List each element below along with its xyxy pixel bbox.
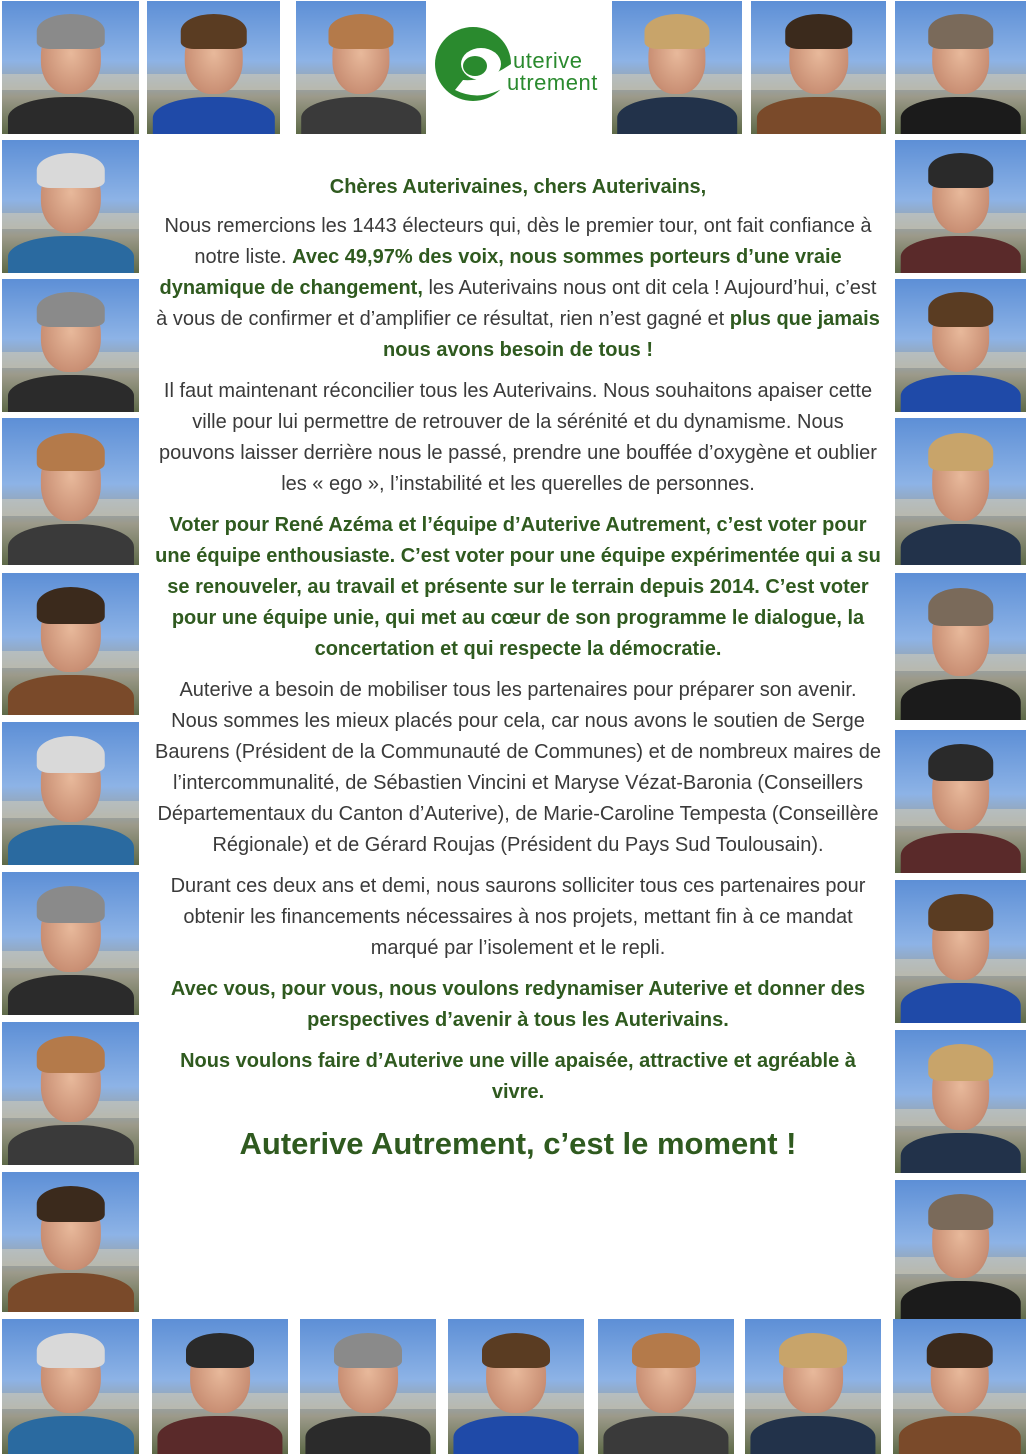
- candidate-portrait: [2, 872, 139, 1015]
- portrait-hair: [928, 14, 994, 49]
- portrait-hair: [36, 433, 105, 471]
- portrait-clothing: [301, 97, 421, 134]
- candidate-portrait: [296, 1, 426, 134]
- candidate-portrait: [895, 1180, 1026, 1320]
- portrait-hair: [928, 1044, 994, 1081]
- portrait-hair: [180, 14, 247, 49]
- portrait-hair: [36, 1036, 105, 1073]
- portrait-hair: [482, 1333, 550, 1368]
- candidate-portrait: [2, 1319, 139, 1454]
- paragraph-text: les Auterivains nous ont dit cela ! Aujourd’hui, c’est à vous de confirmer et d’amplifier ce résultat, rien n’est gagné et: [156, 277, 877, 330]
- portrait-hair: [36, 14, 105, 49]
- portrait-clothing: [7, 975, 133, 1015]
- candidate-portrait: [300, 1319, 436, 1454]
- paragraph-redynamise: [155, 974, 881, 1036]
- candidate-portrait: [2, 1172, 139, 1312]
- paragraph-reconcile: [155, 376, 881, 500]
- paragraph-vote: [155, 510, 881, 665]
- portrait-hair: [186, 1333, 254, 1368]
- portrait-clothing: [7, 825, 133, 865]
- paragraph-bold-text: Avec 49,97% des voix, nous sommes porteurs d’une vraie dynamique de changement,: [159, 246, 842, 299]
- candidate-portrait: [895, 880, 1026, 1023]
- portrait-hair: [928, 1194, 994, 1230]
- portrait-hair: [36, 1186, 105, 1222]
- portrait-hair: [36, 587, 105, 624]
- portrait-hair: [36, 1333, 105, 1368]
- portrait-clothing: [7, 1416, 133, 1454]
- paragraph-funding: [155, 871, 881, 964]
- candidate-portrait: [745, 1319, 881, 1454]
- portrait-hair: [928, 153, 994, 188]
- candidate-portrait: [152, 1319, 288, 1454]
- paragraph-text: Nous remercions les 1443 électeurs qui, dès le premier tour, ont fait confiance à notre liste.: [164, 215, 872, 268]
- candidate-portrait: [895, 730, 1026, 873]
- candidate-portrait: [895, 573, 1026, 720]
- candidate-portrait: [895, 1, 1026, 134]
- portrait-hair: [779, 1333, 847, 1368]
- candidate-portrait: [2, 722, 139, 865]
- candidate-portrait: [2, 279, 139, 412]
- letter-body: [155, 172, 881, 1174]
- paragraph-text: Auterive a besoin de mobiliser tous les partenaires pour préparer son avenir. Nous sommes les mieux placés pour cela, car nous avons le soutien de Serge Baurens (Président de la Communauté de Communes) et de nombreux maires de l’intercommunalité, de Sébastien Vincini et Maryse Vézat-Baronia (Conseillers Départementaux du Canton d’Auterive), de Marie-Caroline Tempesta (Conseillère Régionale) et de Gérard Roujas (Président du Pays Sud Toulousain).: [155, 679, 881, 856]
- candidate-portrait: [895, 140, 1026, 273]
- portrait-hair: [632, 1333, 700, 1368]
- candidate-portrait: [598, 1319, 734, 1454]
- paragraph-city: [155, 1046, 881, 1108]
- candidate-portrait: [895, 1030, 1026, 1173]
- portrait-hair: [36, 292, 105, 327]
- portrait-clothing: [7, 1273, 133, 1312]
- candidate-portrait: [147, 1, 280, 134]
- paragraph-text: Durant ces deux ans et demi, nous saurons solliciter tous ces partenaires pour obtenir les financements nécessaires à nos projets, mettant fin à ce mandat marqué par l’isolement et le repli.: [170, 875, 866, 959]
- portrait-hair: [785, 14, 853, 49]
- portrait-hair: [926, 1333, 993, 1368]
- portrait-hair: [334, 1333, 402, 1368]
- candidate-portrait: [751, 1, 886, 134]
- portrait-clothing: [900, 983, 1021, 1023]
- candidate-portrait: [2, 1, 139, 134]
- portrait-clothing: [900, 1281, 1021, 1320]
- paragraph-text: Il faut maintenant réconcilier tous les Auterivains. Nous souhaitons apaiser cette ville pour lui permettre de retrouver de la sérénité et du dynamisme. Nous pouvons laisser derrière nous le passé, prendre une bouffée d’oxygène et oublier les « ego », l’instabilité et les querelles de personnes.: [159, 380, 877, 495]
- logo-line-2: utrement: [507, 70, 598, 95]
- paragraph-thanks: [155, 211, 881, 366]
- portrait-clothing: [756, 97, 880, 134]
- portrait-hair: [36, 886, 105, 923]
- campaign-slogan: Auterive Autrement, c’est le moment !: [239, 1126, 797, 1161]
- portrait-clothing: [617, 97, 737, 134]
- portrait-clothing: [603, 1416, 728, 1454]
- candidate-portrait: [893, 1319, 1026, 1454]
- portrait-clothing: [453, 1416, 578, 1454]
- portrait-hair: [928, 744, 994, 781]
- portrait-clothing: [900, 1133, 1021, 1173]
- greeting: [155, 172, 881, 203]
- portrait-clothing: [900, 524, 1021, 565]
- portrait-clothing: [305, 1416, 430, 1454]
- portrait-clothing: [7, 236, 133, 273]
- auterive-autrement-logo: [433, 14, 613, 110]
- portrait-hair: [645, 14, 710, 49]
- portrait-clothing: [900, 679, 1021, 720]
- logo-a-icon: [433, 20, 513, 104]
- portrait-clothing: [900, 375, 1021, 412]
- greeting-text: Chères Auterivaines, chers Auterivains,: [329, 176, 707, 198]
- portrait-clothing: [157, 1416, 282, 1454]
- portrait-hair: [36, 153, 105, 188]
- candidate-portrait: [2, 418, 139, 565]
- candidate-portrait: [2, 573, 139, 715]
- candidate-portrait: [895, 418, 1026, 565]
- portrait-clothing: [7, 375, 133, 412]
- portrait-hair: [329, 14, 394, 49]
- portrait-clothing: [7, 1125, 133, 1165]
- candidate-portrait: [895, 279, 1026, 412]
- paragraph-partners: [155, 675, 881, 861]
- portrait-clothing: [7, 524, 133, 565]
- portrait-hair: [36, 736, 105, 773]
- logo-line-1: uterive: [513, 48, 583, 73]
- portrait-clothing: [152, 97, 274, 134]
- portrait-clothing: [900, 236, 1021, 273]
- portrait-clothing: [898, 1416, 1020, 1454]
- portrait-clothing: [7, 675, 133, 715]
- portrait-hair: [928, 292, 994, 327]
- candidate-portrait: [2, 1022, 139, 1165]
- candidate-portrait: [448, 1319, 584, 1454]
- paragraph-bold-text: Avec vous, pour vous, nous voulons redynamiser Auterive et donner des perspectives d’avenir à tous les Auterivains.: [170, 978, 866, 1031]
- paragraph-bold-text: Voter pour René Azéma et l’équipe d’Auterive Autrement, c’est voter pour une équipe enthousiaste. C’est voter pour une équipe expérimentée qui a su se renouveler, au travail et présente sur le terrain depuis 2014. C’est voter pour une équipe unie, qui met au cœur de son programme le dialogue, la concertation et qui respecte la démocratie.: [155, 514, 881, 660]
- portrait-hair: [928, 894, 994, 931]
- paragraph-bold-text: Nous voulons faire d’Auterive une ville apaisée, attractive et agréable à vivre.: [180, 1050, 856, 1103]
- portrait-hair: [928, 588, 994, 626]
- portrait-clothing: [900, 833, 1021, 873]
- candidate-portrait: [612, 1, 742, 134]
- portrait-clothing: [750, 1416, 875, 1454]
- portrait-clothing: [7, 97, 133, 134]
- portrait-clothing: [900, 97, 1021, 134]
- candidate-portrait: [2, 140, 139, 273]
- paragraph-bold-text: plus que jamais nous avons besoin de tous !: [382, 308, 880, 361]
- portrait-hair: [928, 433, 994, 471]
